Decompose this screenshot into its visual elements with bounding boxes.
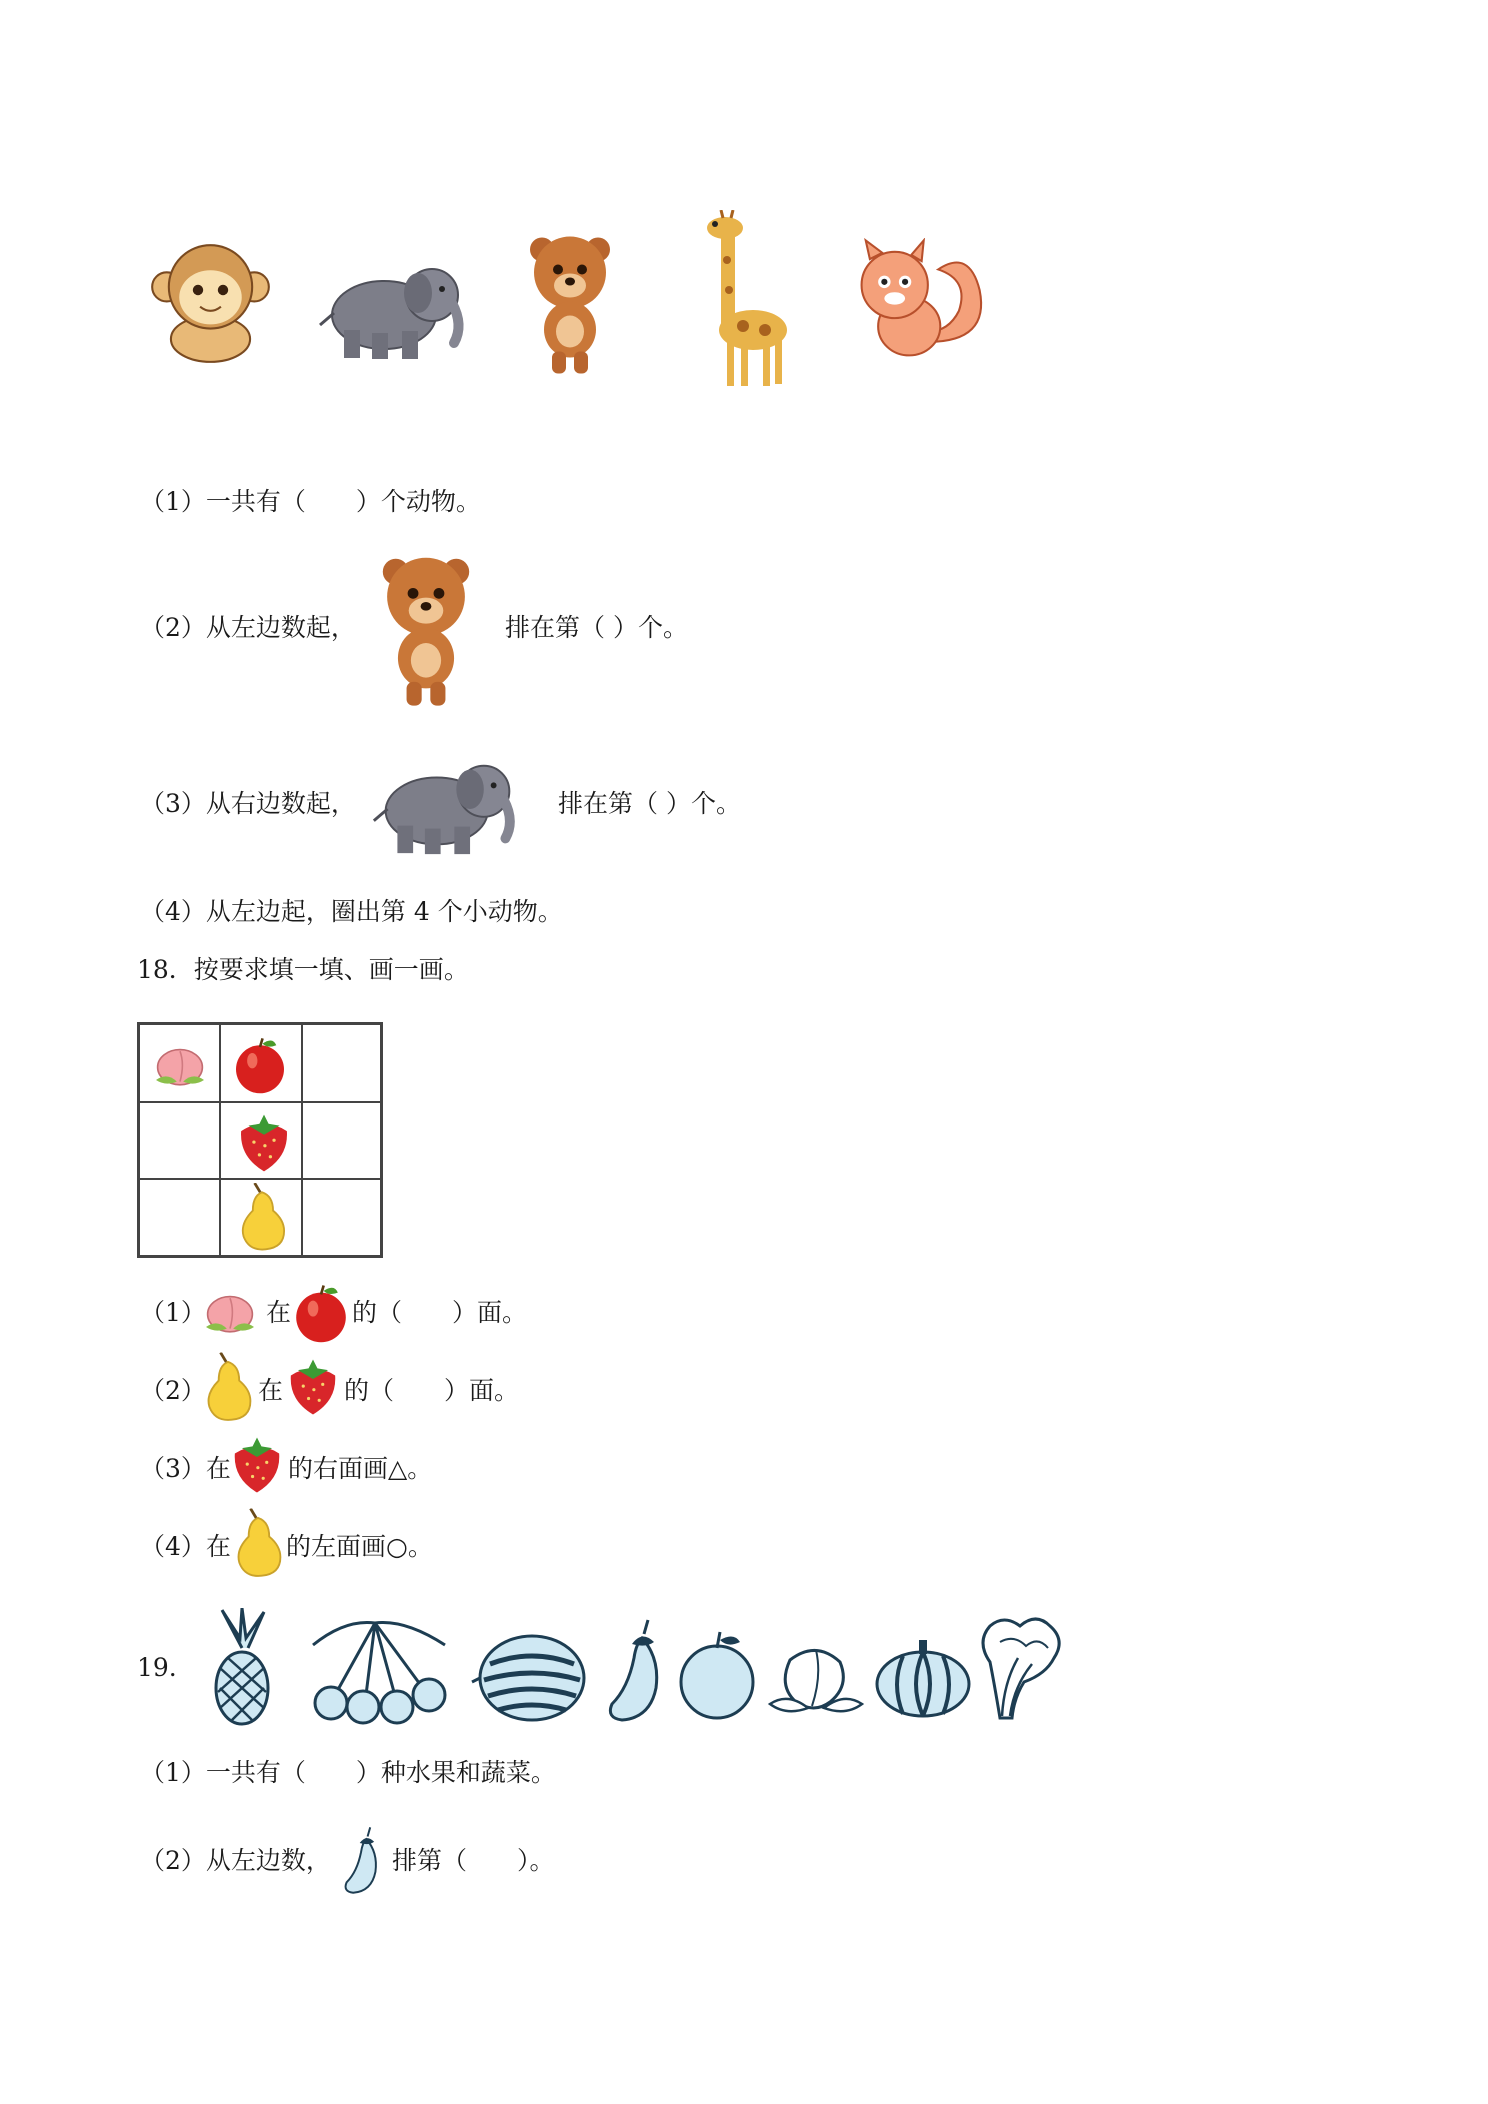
bear-image	[520, 225, 620, 380]
q18-line-3-end: 的右面画△。	[288, 1454, 433, 1483]
q18-line-4-end: 的左面画○。	[286, 1532, 433, 1561]
q18-line-1-mid: 在	[266, 1298, 292, 1327]
watermelon-image	[470, 1628, 590, 1728]
strawberry-icon	[282, 1356, 344, 1424]
strawberry-icon-2	[226, 1434, 288, 1502]
cabbage-image	[970, 1612, 1070, 1722]
grid-peach-icon	[148, 1039, 212, 1095]
q19-number: 19.	[137, 1653, 177, 1682]
monkey-image	[148, 240, 273, 365]
pumpkin-image	[873, 1638, 973, 1718]
eggplant-icon	[340, 1826, 386, 1904]
q18-line-1-end: 的（ ）面。	[352, 1298, 528, 1327]
bear-icon	[372, 548, 480, 710]
q17-line-3-start: （3）从右边数起，	[140, 789, 356, 818]
squirrel-image	[845, 238, 990, 363]
q17-line-1: （1）一共有（ ）个动物。	[140, 487, 481, 516]
grid-apple-icon	[230, 1035, 290, 1101]
q19-line-1: （1）一共有（ ）种水果和蔬菜。	[140, 1758, 556, 1787]
apple-icon	[290, 1282, 352, 1350]
q18-line-2-prefix: （2）	[140, 1376, 206, 1405]
q18-line-3-prefix: （3）在	[140, 1454, 231, 1483]
cherries-image	[305, 1615, 455, 1725]
q18-title: 18．按要求填一填、画一画。	[137, 955, 469, 984]
q19-line-2-end: 排第（ ）。	[392, 1846, 555, 1875]
q17-line-3-end: 排在第（ ）个。	[558, 789, 741, 818]
q19-line-2-start: （2）从左边数，	[140, 1846, 331, 1875]
q18-line-1-prefix: （1）	[140, 1298, 206, 1327]
q18-line-4-prefix: （4）在	[140, 1532, 231, 1561]
giraffe-image	[678, 210, 808, 390]
fruit-grid	[137, 1022, 383, 1258]
q17-line-4: （4）从左边起，圈出第 4 个小动物。	[140, 897, 563, 926]
q18-line-2-mid: 在	[258, 1376, 284, 1405]
eggplant-image	[602, 1618, 672, 1728]
peach-icon	[198, 1286, 262, 1342]
q18-line-2-end: 的（ ）面。	[344, 1376, 520, 1405]
grid-pear-icon	[234, 1183, 290, 1259]
q17-line-2-start: （2）从左边数起，	[140, 613, 356, 642]
apple-outline-image	[672, 1630, 762, 1720]
pear-icon	[200, 1352, 256, 1430]
peach-outline-image	[766, 1640, 866, 1720]
elephant-image	[310, 255, 478, 365]
q17-line-2-end: 排在第（ ）个。	[505, 613, 688, 642]
pineapple-image	[192, 1608, 292, 1728]
pear-icon-2	[230, 1508, 286, 1586]
grid-strawberry-icon	[232, 1111, 296, 1181]
elephant-icon	[364, 752, 529, 860]
